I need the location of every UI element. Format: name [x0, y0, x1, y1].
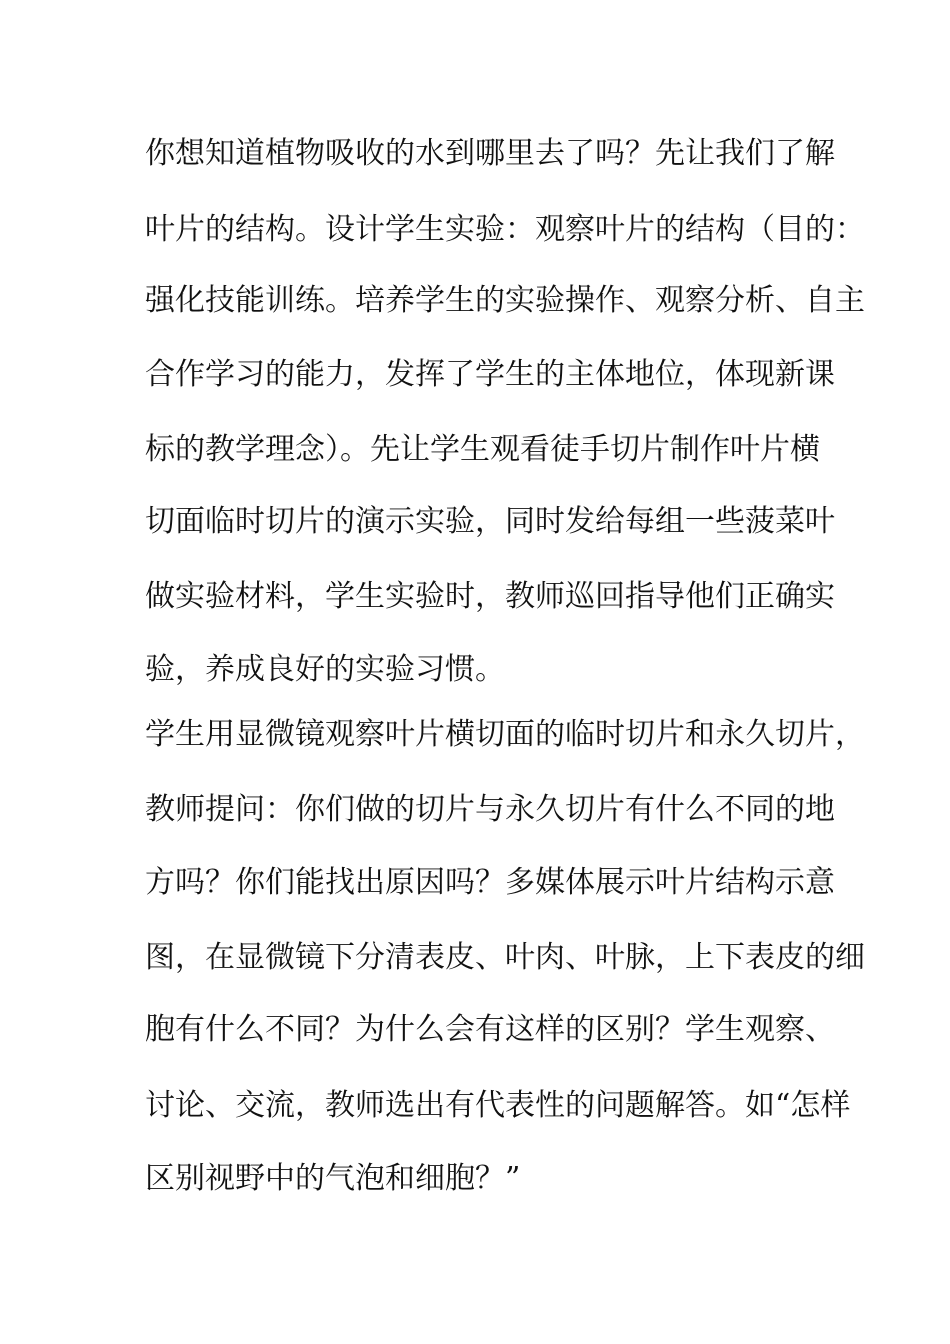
text-line: 强化技能训练。培养学生的实验操作、观察分析、自主	[145, 283, 865, 318]
text-line: 叶片的结构。设计学生实验：观察叶片的结构（目的：	[145, 212, 865, 247]
text-line: 切面临时切片的演示实验，同时发给每组一些菠菜叶	[145, 504, 835, 539]
text-line: 验，养成良好的实验习惯。	[145, 652, 505, 687]
text-line: 你想知道植物吸收的水到哪里去了吗？先让我们了解	[145, 136, 835, 171]
text-line: 区别视野中的气泡和细胞？”	[145, 1161, 521, 1196]
text-line: 学生用显微镜观察叶片横切面的临时切片和永久切片，	[145, 717, 865, 752]
text-line: 教师提问：你们做的切片与永久切片有什么不同的地	[145, 792, 835, 827]
text-line: 胞有什么不同？为什么会有这样的区别？学生观察、	[145, 1012, 835, 1047]
text-line: 方吗？你们能找出原因吗？多媒体展示叶片结构示意	[145, 865, 835, 900]
text-line: 做实验材料，学生实验时，教师巡回指导他们正确实	[145, 579, 835, 614]
text-line: 合作学习的能力，发挥了学生的主体地位，体现新课	[145, 357, 835, 392]
text-line: 图，在显微镜下分清表皮、叶肉、叶脉，上下表皮的细	[145, 940, 865, 975]
text-line: 讨论、交流，教师选出有代表性的问题解答。如“怎样	[145, 1088, 851, 1123]
text-line: 标的教学理念）。先让学生观看徒手切片制作叶片横	[145, 432, 820, 467]
